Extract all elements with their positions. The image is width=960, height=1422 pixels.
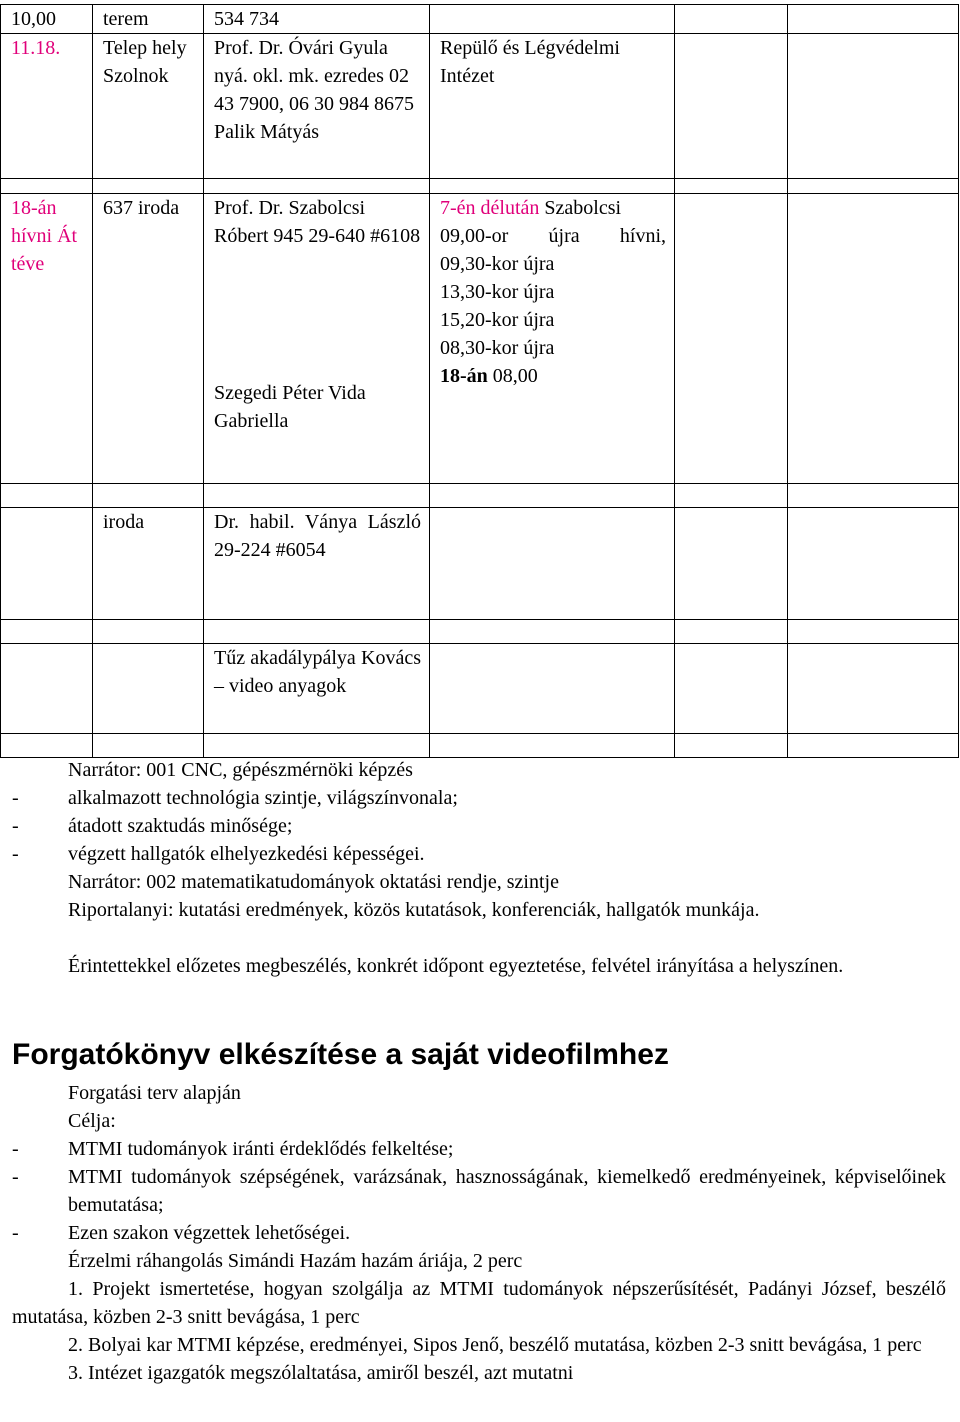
table-cell <box>675 194 788 484</box>
table-row <box>1 620 959 644</box>
table-cell: Prof. Dr. Óvári Gyula nyá. okl. mk. ezredes 02 43 7900, 06 30 984 8675 Palik Mátyás <box>204 34 430 179</box>
table-cell <box>675 5 788 34</box>
table-cell: Tűz akadálypálya Kovács – video anyagok <box>204 644 430 734</box>
schedule-table <box>0 4 959 758</box>
table-row <box>1 194 959 484</box>
table-cell <box>1 644 93 734</box>
table-cell <box>430 194 675 484</box>
table-row <box>1 34 959 179</box>
note-text: Szabolcsi <box>544 197 622 219</box>
paragraph: Érintettekkel előzetes megbeszélés, konkrét időpont egyeztetése, felvétel irányítása a helyszínen. <box>68 955 844 977</box>
table-cell: iroda <box>93 508 204 620</box>
table-row <box>1 484 959 508</box>
contact-text: Prof. Dr. Szabolcsi Róbert 945 29-640 #6108 <box>214 197 421 247</box>
table-cell <box>430 508 675 620</box>
table-row <box>1 508 959 620</box>
note-text: 08,30-kor újra <box>440 337 555 359</box>
table-cell <box>788 194 959 484</box>
table-cell <box>675 644 788 734</box>
table-cell <box>788 34 959 179</box>
table-row <box>1 734 959 758</box>
note-text: 08,00 <box>492 365 538 387</box>
list-item: - Ezen szakon végzettek lehetőségei. <box>12 1222 351 1244</box>
table-cell <box>788 644 959 734</box>
note-text: 15,20-kor újra <box>440 309 555 331</box>
table-row <box>1 179 959 194</box>
text-line: Narrátor: 002 matematikatudományok oktatási rendje, szintje <box>68 871 559 893</box>
table-cell: Dr. habil. Ványa László 29-224 #6054 <box>204 508 430 620</box>
table-cell: 18-án hívni Át téve <box>1 194 93 484</box>
table-cell: 11.18. <box>1 34 93 179</box>
note-text: 13,30-kor újra <box>440 281 555 303</box>
list-item: - átadott szaktudás minősége; <box>12 815 293 837</box>
list-item: - végzett hallgatók elhelyezkedési képességei. <box>12 843 425 865</box>
note-text: 7-én délután <box>440 197 540 219</box>
text-line: Narrátor: 001 CNC, gépészmérnöki képzés <box>68 759 413 781</box>
text-line: Célja: <box>68 1110 116 1132</box>
table-row <box>1 5 959 34</box>
numbered-item: 1. Projekt ismertetése, hogyan szolgálja az MTMI tudományok népszerűsítését, Padányi József, beszélő mutatása, közben 2-3 snitt bevágása, 1 perc <box>12 1278 946 1328</box>
table-cell <box>675 508 788 620</box>
table-cell: Telep hely Szolnok <box>93 34 204 179</box>
text-line: Riportalanyi: kutatási eredmények, közös kutatások, konferenciák, hallgatók munkája. <box>68 899 760 921</box>
table-cell <box>430 5 675 34</box>
numbered-item: 3. Intézet igazgatók megszólaltatása, amiről beszél, azt mutatni <box>68 1362 574 1384</box>
numbered-item: 2. Bolyai kar MTMI képzése, eredményei, Sipos Jenő, beszélő mutatása, közben 2-3 snitt bevágása, 1 perc <box>68 1334 922 1356</box>
narrator-block <box>12 756 946 980</box>
table-cell: Repülő és Légvédelmi Intézet <box>430 34 675 179</box>
table-cell <box>204 194 430 484</box>
table-cell <box>788 5 959 34</box>
text-line: Forgatási terv alapján <box>68 1082 241 1104</box>
contact-text: Szegedi Péter Vida Gabriella <box>214 382 366 432</box>
note-text: 09,30-kor újra <box>440 253 555 275</box>
table-cell <box>675 34 788 179</box>
text-line: Érzelmi ráhangolás Simándi Hazám hazám áriája, 2 perc <box>68 1250 523 1272</box>
list-item: - MTMI tudományok szépségének, varázsának, hasznosságának, kiemelkedő eredményeinek, képviselőinek bemutatása; <box>12 1166 946 1216</box>
table-cell: 637 iroda <box>93 194 204 484</box>
table-row <box>1 644 959 734</box>
list-item: - alkalmazott technológia szintje, világszínvonala; <box>12 787 458 809</box>
table-cell: 10,00 <box>1 5 93 34</box>
note-text: 09,00-or újra hívni, <box>440 225 666 247</box>
table-cell <box>93 644 204 734</box>
table-cell <box>788 508 959 620</box>
table-cell <box>1 508 93 620</box>
script-section <box>12 1035 946 1387</box>
note-text: 18-án <box>440 365 488 387</box>
table-cell: terem <box>93 5 204 34</box>
table-cell: 534 734 <box>204 5 430 34</box>
section-heading: Forgatókönyv elkészítése a saját videofilmhez <box>12 1038 669 1071</box>
list-item: - MTMI tudományok iránti érdeklődés felkeltése; <box>12 1138 454 1160</box>
table-cell <box>430 644 675 734</box>
